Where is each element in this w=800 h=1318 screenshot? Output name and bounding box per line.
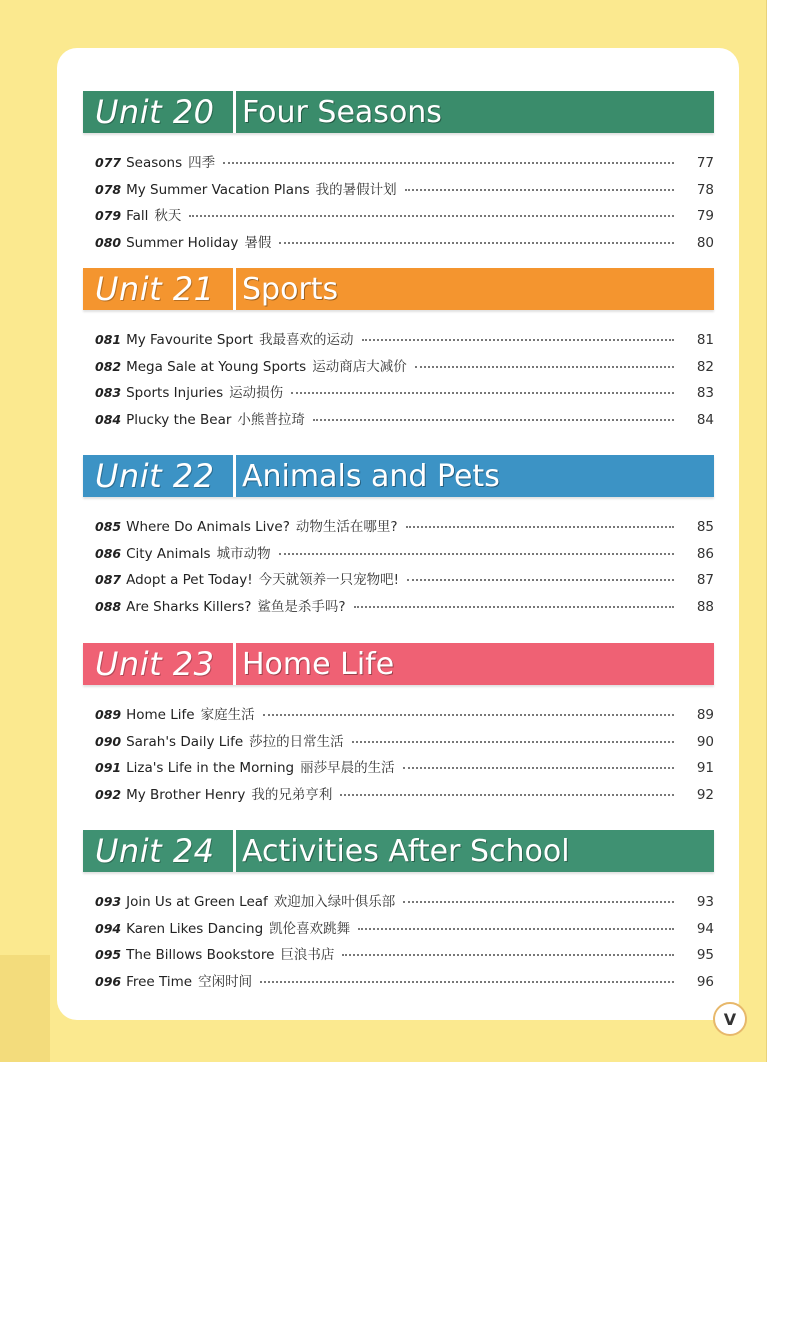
- entry-title-zh: 秋天: [154, 208, 182, 224]
- entry-number: 077: [95, 155, 122, 170]
- entry-page: 85: [696, 519, 714, 535]
- entry-number: 084: [95, 411, 122, 427]
- toc-entry[interactable]: [95, 542, 714, 569]
- entry-number: 092: [95, 786, 122, 802]
- entry-title-zh: 鲨鱼是杀手吗?: [257, 598, 346, 615]
- entry-number: 083: [95, 385, 122, 400]
- entry-page: 96: [696, 973, 714, 990]
- entry-page: 94: [696, 920, 714, 937]
- entry-title-zh: 动物生活在哪里?: [295, 519, 398, 535]
- entry-number: 081: [95, 332, 122, 347]
- toc-entry[interactable]: [95, 328, 714, 355]
- toc-entry[interactable]: [95, 355, 714, 382]
- entry-number: 094: [95, 920, 122, 936]
- page-number-badge: V: [713, 1002, 747, 1036]
- entry-title-zh: 家庭生活: [200, 707, 255, 723]
- entry-page: 82: [696, 358, 714, 375]
- entry-title-zh: 运动商店大减价: [312, 358, 407, 375]
- toc-entry[interactable]: [95, 730, 714, 757]
- entry-title-zh: 今天就领养一只宠物吧!: [258, 572, 400, 588]
- dot-leader: [415, 366, 674, 368]
- dot-leader: [279, 553, 674, 555]
- entry-number: 079: [95, 208, 122, 223]
- entry-list: [83, 515, 714, 621]
- unit-section-21: [83, 268, 714, 434]
- unit-label: Unit 21: [95, 270, 215, 308]
- entry-list: [83, 703, 714, 809]
- entry-list: [83, 890, 714, 996]
- dot-leader: [291, 392, 674, 394]
- entry-number: 096: [95, 973, 122, 989]
- entry-number: 088: [95, 598, 122, 614]
- entry-title-en: My Brother Henry: [126, 786, 246, 803]
- dot-leader: [362, 339, 674, 341]
- entry-number: 085: [95, 519, 122, 534]
- dot-leader: [223, 162, 674, 164]
- toc-entry[interactable]: [95, 408, 714, 435]
- entry-title-en: Are Sharks Killers?: [126, 598, 252, 615]
- entry-title-en: Summer Holiday: [126, 234, 239, 251]
- dot-leader: [354, 606, 674, 608]
- dot-leader: [340, 794, 674, 796]
- dot-leader: [313, 419, 674, 421]
- unit-section-24: [83, 830, 714, 996]
- entry-page: 93: [696, 894, 714, 910]
- entry-title-en: My Favourite Sport: [126, 332, 254, 348]
- dot-leader: [342, 954, 674, 956]
- entry-page: 87: [696, 572, 714, 588]
- unit-section-23: [83, 643, 714, 809]
- entry-number: 091: [95, 760, 122, 775]
- unit-header: [83, 455, 714, 497]
- unit-section-20: [83, 91, 714, 257]
- dot-leader: [279, 242, 674, 244]
- unit-title: Sports: [242, 271, 339, 307]
- entry-list: [83, 151, 714, 257]
- page-edge: [0, 955, 50, 1062]
- entry-number: 090: [95, 733, 122, 749]
- entry-title-en: Liza's Life in the Morning: [126, 760, 295, 776]
- entry-page: 77: [696, 155, 714, 171]
- entry-title-zh: 空闲时间: [198, 973, 253, 990]
- entry-title-en: Free Time: [126, 973, 193, 990]
- unit-label: Unit 24: [95, 832, 215, 870]
- entry-title-en: Mega Sale at Young Sports: [126, 358, 307, 375]
- dot-leader: [260, 981, 674, 983]
- dot-leader: [189, 215, 674, 217]
- entry-title-zh: 城市动物: [216, 545, 271, 562]
- unit-label: Unit 23: [95, 645, 215, 683]
- dot-leader: [403, 901, 674, 903]
- unit-title: Animals and Pets: [242, 458, 500, 494]
- entry-title-zh: 莎拉的日常生活: [249, 733, 344, 750]
- entry-page: 92: [696, 786, 714, 803]
- entry-title-en: Home Life: [126, 707, 195, 723]
- entry-page: 88: [696, 598, 714, 615]
- toc-entry[interactable]: [95, 703, 714, 730]
- entry-list: [83, 328, 714, 434]
- toc-entry[interactable]: [95, 231, 714, 258]
- entry-title-en: Karen Likes Dancing: [126, 920, 264, 937]
- entry-title-zh: 我的暑假计划: [315, 181, 397, 198]
- toc-entry[interactable]: [95, 917, 714, 944]
- entry-number: 080: [95, 234, 122, 250]
- unit-header: [83, 643, 714, 685]
- entry-number: 082: [95, 358, 122, 374]
- unit-header: [83, 830, 714, 872]
- unit-header: [83, 91, 714, 133]
- entry-page: 81: [696, 332, 714, 348]
- toc-entry[interactable]: [95, 178, 714, 205]
- dot-leader: [263, 714, 674, 716]
- entry-title-zh: 我最喜欢的运动: [259, 332, 354, 348]
- entry-title-en: Join Us at Green Leaf: [126, 894, 268, 910]
- entry-number: 078: [95, 181, 122, 197]
- dot-leader: [406, 526, 674, 528]
- dot-leader: [403, 767, 674, 769]
- entry-page: 86: [696, 545, 714, 562]
- entry-number: 089: [95, 707, 122, 722]
- entry-page: 79: [696, 208, 714, 224]
- toc-entry[interactable]: [95, 381, 714, 408]
- entry-number: 093: [95, 894, 122, 909]
- unit-title: Home Life: [242, 646, 395, 682]
- entry-page: 83: [696, 385, 714, 401]
- entry-number: 086: [95, 545, 122, 561]
- unit-label: Unit 20: [95, 93, 215, 131]
- toc-entry[interactable]: [95, 756, 714, 783]
- entry-title-zh: 凯伦喜欢跳舞: [269, 920, 351, 937]
- entry-title-zh: 丽莎早晨的生活: [300, 760, 395, 776]
- dot-leader: [407, 579, 674, 581]
- entry-title-en: Sports Injuries: [126, 385, 224, 401]
- entry-title-zh: 巨浪书店: [280, 947, 335, 963]
- entry-title-en: My Summer Vacation Plans: [126, 181, 310, 198]
- entry-title-en: Plucky the Bear: [126, 411, 232, 428]
- entry-title-en: Sarah's Daily Life: [126, 733, 244, 750]
- unit-header: [83, 268, 714, 310]
- entry-page: 95: [696, 947, 714, 963]
- entry-page: 89: [696, 707, 714, 723]
- toc-entry[interactable]: [95, 204, 714, 231]
- entry-title-zh: 我的兄弟亨利: [251, 786, 333, 803]
- toc-entry[interactable]: [95, 595, 714, 622]
- entry-title-en: City Animals: [126, 545, 211, 562]
- entry-page: 90: [696, 733, 714, 750]
- toc-entry[interactable]: [95, 151, 714, 178]
- entry-title-zh: 小熊普拉琦: [237, 411, 305, 428]
- dot-leader: [352, 741, 674, 743]
- toc-entry[interactable]: [95, 943, 714, 970]
- dot-leader: [358, 928, 674, 930]
- entry-number: 087: [95, 572, 122, 587]
- toc-entry[interactable]: [95, 783, 714, 810]
- toc-entry[interactable]: [95, 890, 714, 917]
- toc-entry[interactable]: [95, 970, 714, 997]
- entry-title-en: Fall: [126, 208, 149, 224]
- entry-title-zh: 欢迎加入绿叶俱乐部: [273, 894, 396, 910]
- unit-title: Activities After School: [242, 833, 570, 869]
- dot-leader: [405, 189, 674, 191]
- toc-entry[interactable]: [95, 568, 714, 595]
- entry-title-zh: 暑假: [244, 234, 272, 251]
- entry-page: 80: [696, 234, 714, 251]
- entry-page: 84: [696, 411, 714, 428]
- unit-label: Unit 22: [95, 457, 215, 495]
- entry-page: 78: [696, 181, 714, 198]
- toc-entry[interactable]: [95, 515, 714, 542]
- entry-title-zh: 四季: [188, 155, 216, 171]
- entry-page: 91: [696, 760, 714, 776]
- entry-title-en: Seasons: [126, 155, 183, 171]
- entry-title-en: Adopt a Pet Today!: [126, 572, 253, 588]
- entry-title-en: The Billows Bookstore: [126, 947, 275, 963]
- entry-number: 095: [95, 947, 122, 962]
- unit-title: Four Seasons: [242, 94, 442, 130]
- entry-title-en: Where Do Animals Live?: [126, 519, 290, 535]
- entry-title-zh: 运动损伤: [229, 385, 284, 401]
- unit-section-22: [83, 455, 714, 621]
